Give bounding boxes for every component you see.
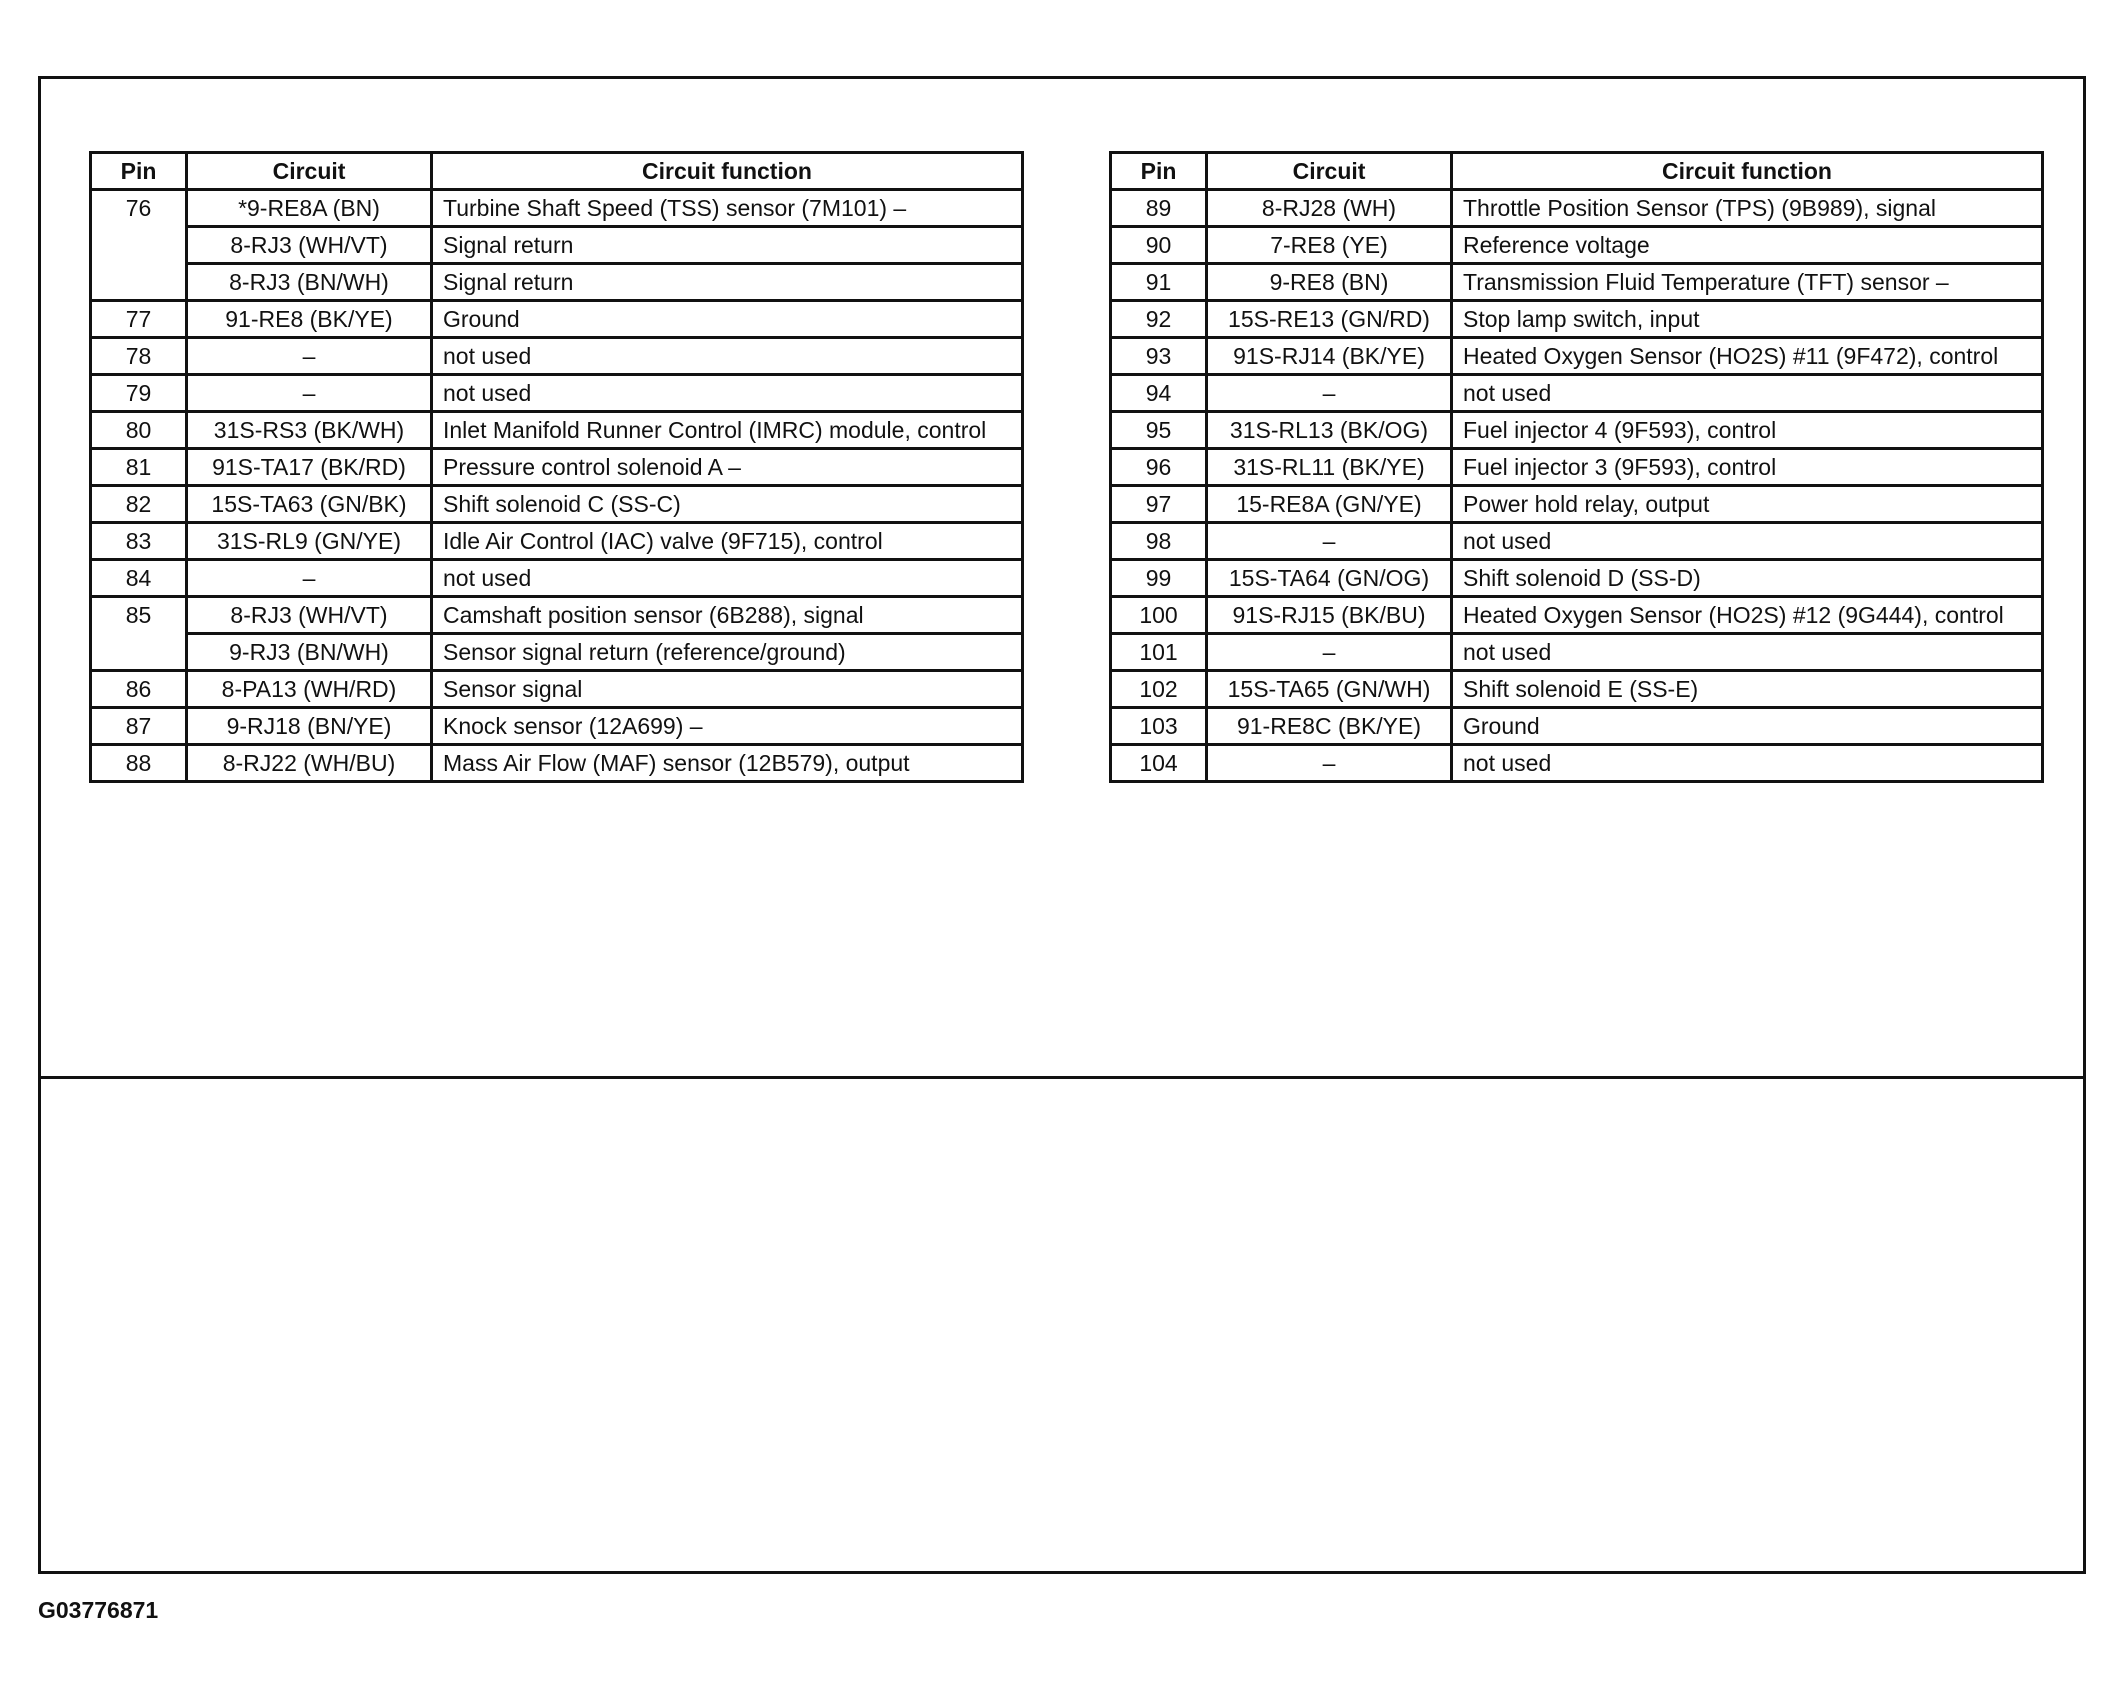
header-circuit: Circuit <box>1207 153 1452 190</box>
circuit-cell: 9-RJ3 (BN/WH) <box>187 634 432 671</box>
function-cell: Pressure control solenoid A – <box>432 449 1023 486</box>
pin-cell: 83 <box>91 523 187 560</box>
table-row <box>1111 412 2043 449</box>
table-row <box>91 597 1023 634</box>
function-cell: Ground <box>1452 708 2043 745</box>
circuit-cell: *9-RE8A (BN) <box>187 190 432 227</box>
pin-cell: 95 <box>1111 412 1207 449</box>
circuit-cell: 15S-TA64 (GN/OG) <box>1207 560 1452 597</box>
pin-cell: 88 <box>91 745 187 782</box>
circuit-cell: 31S-RL9 (GN/YE) <box>187 523 432 560</box>
function-cell: not used <box>432 375 1023 412</box>
function-cell: Throttle Position Sensor (TPS) (9B989), signal <box>1452 190 2043 227</box>
function-cell: Shift solenoid D (SS-D) <box>1452 560 2043 597</box>
function-cell: Idle Air Control (IAC) valve (9F715), control <box>432 523 1023 560</box>
table-row <box>91 560 1023 597</box>
pin-table-right <box>1109 151 2044 783</box>
table-row <box>91 523 1023 560</box>
table-row <box>1111 449 2043 486</box>
table-row <box>1111 523 2043 560</box>
function-cell: not used <box>432 338 1023 375</box>
table-row <box>91 301 1023 338</box>
circuit-cell: 31S-RL11 (BK/YE) <box>1207 449 1452 486</box>
header-circuit-function: Circuit function <box>432 153 1023 190</box>
table-row <box>1111 338 2043 375</box>
table-row <box>91 708 1023 745</box>
pin-cell: 78 <box>91 338 187 375</box>
table-row <box>1111 486 2043 523</box>
pin-cell: 103 <box>1111 708 1207 745</box>
pin-cell: 90 <box>1111 227 1207 264</box>
table-header-row <box>91 153 1023 190</box>
pin-cell: 82 <box>91 486 187 523</box>
table-row <box>91 412 1023 449</box>
circuit-cell: – <box>1207 523 1452 560</box>
pin-cell: 89 <box>1111 190 1207 227</box>
circuit-cell: – <box>1207 375 1452 412</box>
function-cell: Ground <box>432 301 1023 338</box>
function-cell: not used <box>432 560 1023 597</box>
pin-cell: 98 <box>1111 523 1207 560</box>
table-row <box>91 671 1023 708</box>
function-cell: Turbine Shaft Speed (TSS) sensor (7M101) – <box>432 190 1023 227</box>
pin-cell: 84 <box>91 560 187 597</box>
function-cell: Reference voltage <box>1452 227 2043 264</box>
table-row <box>1111 264 2043 301</box>
header-pin: Pin <box>91 153 187 190</box>
circuit-cell: 91-RE8 (BK/YE) <box>187 301 432 338</box>
pin-cell: 93 <box>1111 338 1207 375</box>
table-row <box>91 486 1023 523</box>
pin-cell: 101 <box>1111 634 1207 671</box>
function-cell: Heated Oxygen Sensor (HO2S) #12 (9G444), control <box>1452 597 2043 634</box>
circuit-cell: – <box>187 560 432 597</box>
circuit-cell: 9-RJ18 (BN/YE) <box>187 708 432 745</box>
circuit-cell: 31S-RL13 (BK/OG) <box>1207 412 1452 449</box>
function-cell: Fuel injector 3 (9F593), control <box>1452 449 2043 486</box>
header-pin: Pin <box>1111 153 1207 190</box>
pin-cell: 91 <box>1111 264 1207 301</box>
function-cell: Heated Oxygen Sensor (HO2S) #11 (9F472), control <box>1452 338 2043 375</box>
function-cell: not used <box>1452 634 2043 671</box>
table-row <box>1111 560 2043 597</box>
function-cell: Transmission Fluid Temperature (TFT) sensor – <box>1452 264 2043 301</box>
function-cell: Sensor signal <box>432 671 1023 708</box>
figure-frame <box>38 76 2086 1574</box>
table-row <box>91 227 1023 264</box>
pin-cell: 100 <box>1111 597 1207 634</box>
circuit-cell: 31S-RS3 (BK/WH) <box>187 412 432 449</box>
pin-cell: 87 <box>91 708 187 745</box>
pin-cell: 96 <box>1111 449 1207 486</box>
table-row <box>91 338 1023 375</box>
circuit-cell: 15S-TA63 (GN/BK) <box>187 486 432 523</box>
circuit-cell: 8-RJ3 (WH/VT) <box>187 227 432 264</box>
pin-cell: 85 <box>91 597 187 671</box>
pin-cell: 79 <box>91 375 187 412</box>
circuit-cell: 91S-RJ15 (BK/BU) <box>1207 597 1452 634</box>
function-cell: Shift solenoid C (SS-C) <box>432 486 1023 523</box>
table-row <box>1111 301 2043 338</box>
table-row <box>1111 190 2043 227</box>
header-circuit: Circuit <box>187 153 432 190</box>
pin-cell: 76 <box>91 190 187 301</box>
table-row <box>1111 708 2043 745</box>
function-cell: not used <box>1452 523 2043 560</box>
circuit-cell: 15S-RE13 (GN/RD) <box>1207 301 1452 338</box>
table-row <box>1111 745 2043 782</box>
function-cell: Sensor signal return (reference/ground) <box>432 634 1023 671</box>
pin-cell: 94 <box>1111 375 1207 412</box>
function-cell: not used <box>1452 745 2043 782</box>
function-cell: Knock sensor (12A699) – <box>432 708 1023 745</box>
function-cell: Camshaft position sensor (6B288), signal <box>432 597 1023 634</box>
table-row <box>91 375 1023 412</box>
pin-cell: 104 <box>1111 745 1207 782</box>
table-row <box>1111 634 2043 671</box>
pin-cell: 99 <box>1111 560 1207 597</box>
table-row <box>1111 671 2043 708</box>
function-cell: Mass Air Flow (MAF) sensor (12B579), output <box>432 745 1023 782</box>
pin-cell: 81 <box>91 449 187 486</box>
function-cell: Stop lamp switch, input <box>1452 301 2043 338</box>
table-row <box>91 449 1023 486</box>
circuit-cell: 91-RE8C (BK/YE) <box>1207 708 1452 745</box>
table-row <box>91 634 1023 671</box>
table-header-row <box>1111 153 2043 190</box>
function-cell: Power hold relay, output <box>1452 486 2043 523</box>
circuit-cell: 8-RJ3 (BN/WH) <box>187 264 432 301</box>
function-cell: Signal return <box>432 264 1023 301</box>
circuit-cell: 7-RE8 (YE) <box>1207 227 1452 264</box>
table-row <box>91 190 1023 227</box>
circuit-cell: 9-RE8 (BN) <box>1207 264 1452 301</box>
function-cell: Shift solenoid E (SS-E) <box>1452 671 2043 708</box>
header-circuit-function: Circuit function <box>1452 153 2043 190</box>
circuit-cell: – <box>1207 745 1452 782</box>
figure-id: G03776871 <box>38 1597 159 1623</box>
pin-cell: 102 <box>1111 671 1207 708</box>
table-row <box>91 745 1023 782</box>
circuit-cell: 91S-TA17 (BK/RD) <box>187 449 432 486</box>
circuit-cell: 91S-RJ14 (BK/YE) <box>1207 338 1452 375</box>
circuit-cell: 15-RE8A (GN/YE) <box>1207 486 1452 523</box>
table-row <box>91 264 1023 301</box>
table-row <box>1111 597 2043 634</box>
pin-table-left <box>89 151 1024 783</box>
function-cell: Signal return <box>432 227 1023 264</box>
function-cell: not used <box>1452 375 2043 412</box>
circuit-cell: 8-PA13 (WH/RD) <box>187 671 432 708</box>
function-cell: Inlet Manifold Runner Control (IMRC) module, control <box>432 412 1023 449</box>
circuit-cell: – <box>1207 634 1452 671</box>
circuit-cell: 8-RJ28 (WH) <box>1207 190 1452 227</box>
pin-cell: 80 <box>91 412 187 449</box>
pin-cell: 86 <box>91 671 187 708</box>
circuit-cell: 15S-TA65 (GN/WH) <box>1207 671 1452 708</box>
pin-cell: 92 <box>1111 301 1207 338</box>
table-row <box>1111 375 2043 412</box>
pin-cell: 97 <box>1111 486 1207 523</box>
circuit-cell: – <box>187 338 432 375</box>
circuit-cell: 8-RJ22 (WH/BU) <box>187 745 432 782</box>
circuit-cell: 8-RJ3 (WH/VT) <box>187 597 432 634</box>
table-row <box>1111 227 2043 264</box>
function-cell: Fuel injector 4 (9F593), control <box>1452 412 2043 449</box>
circuit-cell: – <box>187 375 432 412</box>
pin-cell: 77 <box>91 301 187 338</box>
frame-divider <box>41 1076 2083 1079</box>
